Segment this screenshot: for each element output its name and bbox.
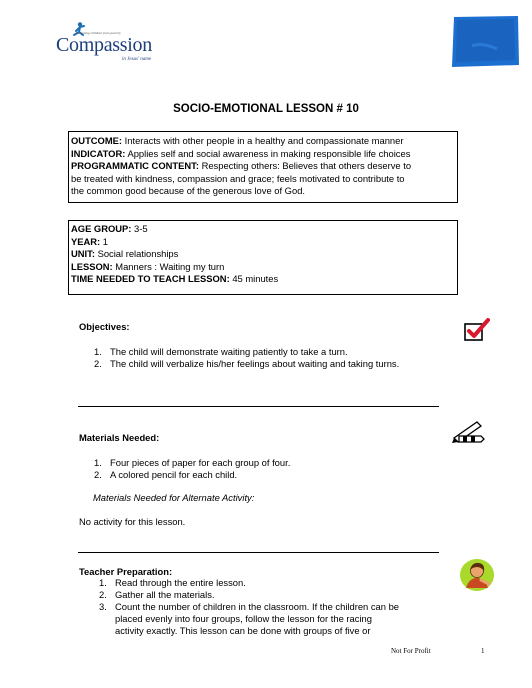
- list-item: 2. The child will verbalize his/her feelings about waiting and taking turns.: [94, 358, 400, 369]
- list-item-continuation: placed evenly into four groups, follow the lesson for the racing: [115, 613, 372, 624]
- blue-decorative-block: [452, 16, 519, 67]
- list-item: 1. Read through the entire lesson.: [99, 577, 246, 588]
- section-divider: [78, 406, 439, 407]
- outcome-label: OUTCOME:: [71, 135, 123, 146]
- alt-materials-heading: Materials Needed for Alternate Activity:: [93, 492, 255, 503]
- compassion-logo: [56, 22, 168, 66]
- list-item-continuation: activity exactly. This lesson can be done with groups of five or: [115, 625, 371, 636]
- indicator-text: Applies self and social awareness in making responsible life choices: [127, 147, 411, 159]
- programmatic-line-2: be treated with kindness, compassion and grace; feels motivated to contribute to: [71, 172, 405, 184]
- footer-label: Not For Profit: [391, 647, 431, 655]
- outcome-text: Interacts with other people in a healthy and compassionate manner: [124, 135, 404, 146]
- age-label: AGE GROUP:: [71, 223, 132, 234]
- teacher-prep-list: [99, 577, 399, 637]
- list-item: 1. Four pieces of paper for each group of four.: [94, 457, 291, 468]
- page-title: SOCIO-EMOTIONAL LESSON # 10: [173, 103, 359, 115]
- checkmark-icon: [464, 318, 490, 342]
- section-divider: [78, 552, 439, 553]
- objectives-heading: Objectives:: [79, 321, 130, 332]
- time-value: 45 minutes: [232, 273, 279, 285]
- year-value: 1: [102, 235, 108, 247]
- teacher-icon: [459, 558, 495, 592]
- list-item: 1. The child will demonstrate waiting patiently to take a turn.: [94, 346, 348, 357]
- lesson-label: LESSON:: [71, 260, 113, 272]
- unit-value: Social relationships: [97, 248, 179, 260]
- page-number: 1: [481, 647, 485, 655]
- programmatic-line-1: Respecting others: Believes that others deserve to: [201, 160, 412, 172]
- lesson-info-box: [68, 220, 458, 295]
- pencil-crayon-icon: [451, 419, 485, 443]
- objectives-list: [94, 346, 399, 370]
- list-item: 3. Count the number of children in the classroom. If the children can be: [99, 601, 400, 612]
- unit-label: UNIT:: [71, 248, 95, 260]
- logo-tagline: Releasing children from poverty: [76, 31, 121, 35]
- indicator-label: INDICATOR:: [71, 147, 126, 159]
- list-item: 2. A colored pencil for each child.: [94, 469, 238, 480]
- materials-heading: Materials Needed:: [79, 432, 160, 443]
- list-item: 2. Gather all the materials.: [99, 589, 215, 600]
- age-value: 3-5: [134, 223, 148, 234]
- logo-wordmark: Compassion: [56, 34, 152, 56]
- lesson-value: Manners : Waiting my turn: [115, 260, 225, 272]
- alt-materials-text: No activity for this lesson.: [79, 516, 186, 527]
- time-label: TIME NEEDED TO TEACH LESSON:: [71, 273, 230, 285]
- programmatic-label: PROGRAMMATIC CONTENT:: [71, 160, 199, 172]
- programmatic-line-3: the common good because of the generous love of God.: [71, 185, 306, 197]
- teacher-prep-heading: Teacher Preparation:: [79, 566, 173, 577]
- outcome-box: [68, 131, 458, 203]
- year-label: YEAR:: [71, 235, 101, 247]
- logo-subtitle: in Jesus' name: [122, 57, 152, 62]
- materials-list: [94, 457, 290, 481]
